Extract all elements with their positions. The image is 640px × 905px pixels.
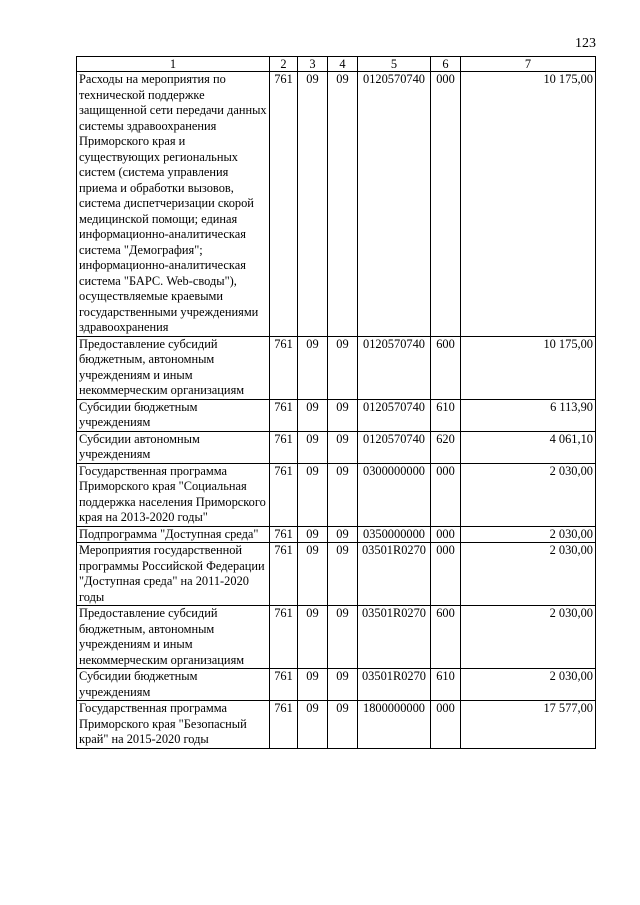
ministry-code: 761 [270,701,298,749]
subsection-code: 09 [328,72,358,337]
section-code: 09 [298,701,328,749]
section-code: 09 [298,399,328,431]
ministry-code: 761 [270,72,298,337]
amount: 10 175,00 [461,72,596,337]
budget-table [76,56,596,749]
expense-type-code: 620 [431,431,461,463]
section-code: 09 [298,463,328,526]
expense-name: Субсидии бюджетным учреждениям [77,669,270,701]
expense-type-code: 000 [431,463,461,526]
target-code: 0120570740 [358,431,431,463]
column-header-7: 7 [461,57,596,72]
header-row [77,57,596,72]
target-code: 1800000000 [358,701,431,749]
expense-type-code: 000 [431,526,461,543]
subsection-code: 09 [328,463,358,526]
section-code: 09 [298,336,328,399]
subsection-code: 09 [328,606,358,669]
amount: 10 175,00 [461,336,596,399]
ministry-code: 761 [270,463,298,526]
amount: 4 061,10 [461,431,596,463]
expense-type-code: 600 [431,336,461,399]
amount: 2 030,00 [461,543,596,606]
table-row [77,431,596,463]
expense-name: Подпрограмма "Доступная среда" [77,526,270,543]
page-number: 123 [575,36,596,51]
target-code: 03501R0270 [358,669,431,701]
expense-name: Государственная программа Приморского края "Социальная поддержка населения Приморского края на 2013-2020 годы" [77,463,270,526]
subsection-code: 09 [328,399,358,431]
expense-name: Предоставление субсидий бюджетным, автономным учреждениям и иным некоммерческим организациям [77,336,270,399]
column-header-4: 4 [328,57,358,72]
table-row [77,336,596,399]
subsection-code: 09 [328,701,358,749]
expense-type-code: 600 [431,606,461,669]
ministry-code: 761 [270,669,298,701]
target-code: 0120570740 [358,72,431,337]
subsection-code: 09 [328,431,358,463]
ministry-code: 761 [270,606,298,669]
table-header [77,57,596,72]
expense-type-code: 000 [431,543,461,606]
expense-type-code: 610 [431,669,461,701]
table-row [77,526,596,543]
table-row [77,72,596,337]
column-header-2: 2 [270,57,298,72]
amount: 17 577,00 [461,701,596,749]
target-code: 03501R0270 [358,606,431,669]
column-header-6: 6 [431,57,461,72]
column-header-3: 3 [298,57,328,72]
section-code: 09 [298,526,328,543]
table-row [77,399,596,431]
ministry-code: 761 [270,543,298,606]
amount: 2 030,00 [461,669,596,701]
expense-type-code: 000 [431,72,461,337]
target-code: 0300000000 [358,463,431,526]
amount: 6 113,90 [461,399,596,431]
table-row [77,669,596,701]
target-code: 0120570740 [358,399,431,431]
target-code: 0350000000 [358,526,431,543]
section-code: 09 [298,669,328,701]
expense-name: Мероприятия государственной программы Российской Федерации "Доступная среда" на 2011-2020 годы [77,543,270,606]
expense-type-code: 610 [431,399,461,431]
expense-name: Расходы на мероприятия по технической поддержке защищенной сети передачи данных системы здравоохранения Приморского края и существующих региональных систем (система управления приема и обработки вызовов, система диспетчеризации скорой медицинской помощи; единая информационно-аналитическая система "Демография"; информационно-аналитическая система "БАРС. Web-своды"), осуществляемые краевыми государственными учреждениями здравоохранения [77,72,270,337]
column-header-1: 1 [77,57,270,72]
amount: 2 030,00 [461,606,596,669]
ministry-code: 761 [270,526,298,543]
section-code: 09 [298,431,328,463]
expense-name: Субсидии бюджетным учреждениям [77,399,270,431]
ministry-code: 761 [270,431,298,463]
expense-type-code: 000 [431,701,461,749]
table-row [77,543,596,606]
ministry-code: 761 [270,336,298,399]
table-row [77,463,596,526]
subsection-code: 09 [328,543,358,606]
expense-name: Государственная программа Приморского края "Безопасный край" на 2015-2020 годы [77,701,270,749]
amount: 2 030,00 [461,463,596,526]
subsection-code: 09 [328,669,358,701]
expense-name: Предоставление субсидий бюджетным, автономным учреждениям и иным некоммерческим организациям [77,606,270,669]
subsection-code: 09 [328,526,358,543]
ministry-code: 761 [270,399,298,431]
section-code: 09 [298,543,328,606]
table-row [77,701,596,749]
target-code: 03501R0270 [358,543,431,606]
table-row [77,606,596,669]
table-body [77,72,596,749]
amount: 2 030,00 [461,526,596,543]
expense-name: Субсидии автономным учреждениям [77,431,270,463]
subsection-code: 09 [328,336,358,399]
section-code: 09 [298,72,328,337]
section-code: 09 [298,606,328,669]
target-code: 0120570740 [358,336,431,399]
column-header-5: 5 [358,57,431,72]
